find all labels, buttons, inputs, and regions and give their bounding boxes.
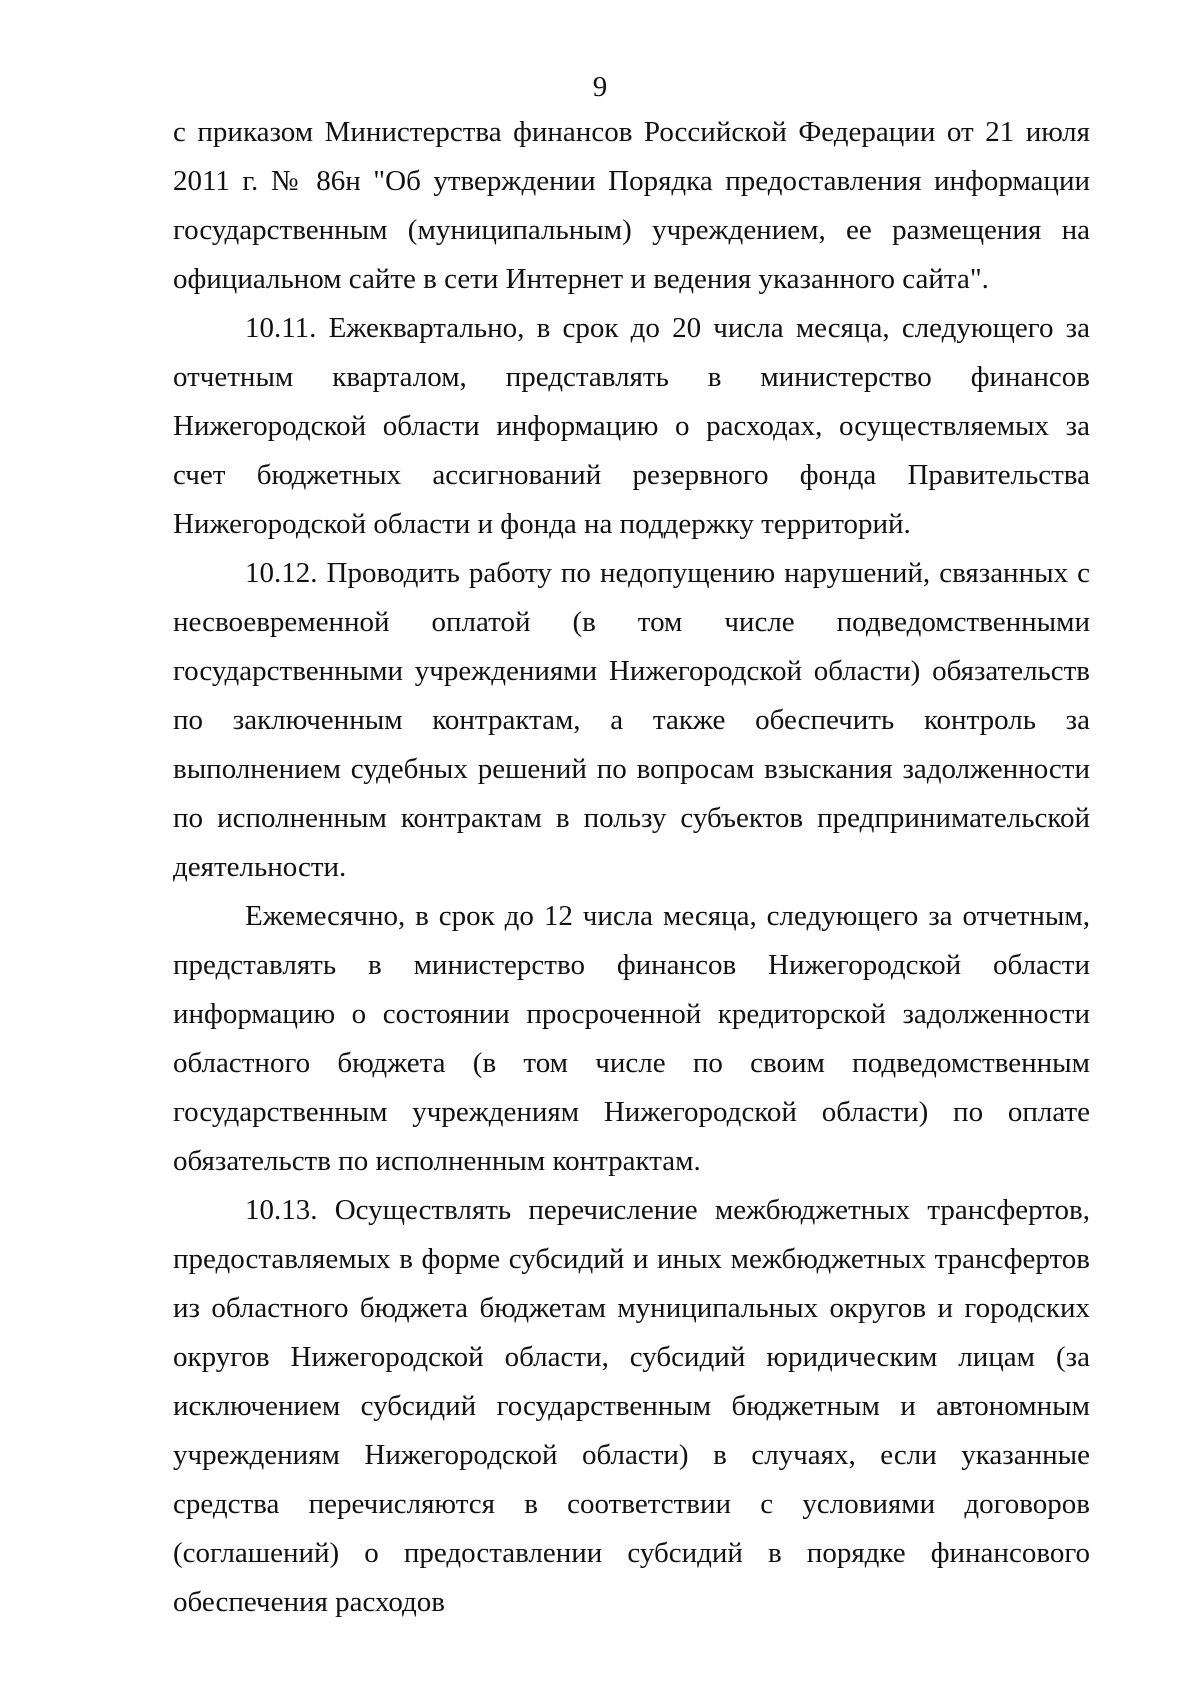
document-body — [173, 108, 1090, 1627]
paragraph-monthly-report: Ежемесячно, в срок до 12 числа месяца, следующего за отчетным, представлять в министерство финансов Нижегородской области информацию о состоянии просроченной кредиторской задолженности областного бюджета (в том числе по своим подведомственным государственным учреждениям Нижегородской области) по оплате обязательств по исполненным контрактам. — [173, 900, 1090, 1177]
paragraph-10-13: 10.13. Осуществлять перечисление межбюджетных трансфертов, предоставляемых в форме субсидий и иных межбюджетных трансфертов из областного бюджета бюджетам муниципальных округов и городских округов Нижегородской области, субсидий юридическим лицам (за исключением субсидий государственным бюджетным и автономным учреждениям Нижегородской области) в случаях, если указанные средства перечисляются в соответствии с условиями договоров (соглашений) о предоставлении субсидий в порядке финансового обеспечения расходов — [173, 1194, 1090, 1618]
paragraph-continuation: с приказом Министерства финансов Российской Федерации от 21 июля 2011 г. № 86н "Об утверждении Порядка предоставления информации государственным (муниципальным) учреждением, ее размещения на официальном сайте в сети Интернет и ведения указанного сайта". — [173, 116, 1090, 295]
page-number: 9 — [592, 71, 608, 103]
paragraph-10-12: 10.12. Проводить работу по недопущению нарушений, связанных с несвоевременной оплатой (в том числе подведомственными государственными учреждениями Нижегородской области) обязательств по заключенным контрактам, а также обеспечить контроль за выполнением судебных решений по вопросам взыскания задолженности по исполненным контрактам в пользу субъектов предпринимательской деятельности. — [173, 557, 1090, 883]
paragraph-10-11: 10.11. Ежеквартально, в срок до 20 числа месяца, следующего за отчетным кварталом, представлять в министерство финансов Нижегородской области информацию о расходах, осуществляемых за счет бюджетных ассигнований резервного фонда Правительства Нижегородской области и фонда на поддержку территорий. — [173, 312, 1090, 540]
